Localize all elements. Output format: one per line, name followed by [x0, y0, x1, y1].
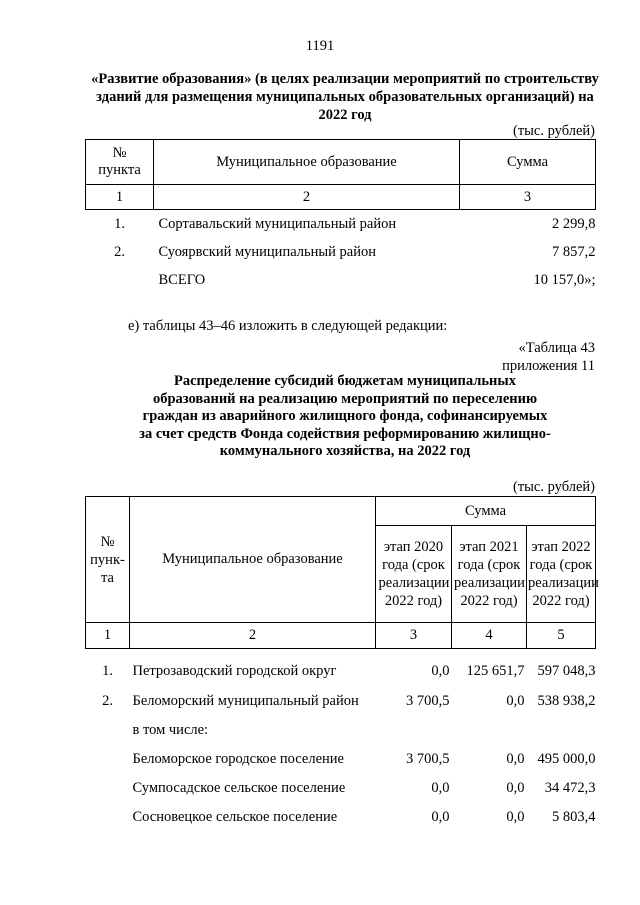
row-num: 1.: [114, 215, 125, 232]
row-v3: 597 048,3: [537, 662, 596, 679]
header-num: № пункта: [86, 140, 154, 185]
row-v3: 538 938,2: [537, 693, 596, 709]
row-v1: 0,0: [431, 780, 450, 796]
row-num: 2.: [102, 693, 113, 709]
row-name: в том числе:: [132, 722, 209, 738]
row-v3: 34 472,3: [544, 780, 596, 796]
row-v3: [527, 716, 596, 745]
table-reference: [380, 339, 595, 375]
row-num: 1.: [102, 662, 113, 679]
col-number: 4: [452, 623, 527, 649]
row-v2: 0,0: [506, 693, 525, 709]
row-num: [86, 774, 130, 803]
section2-heading: [80, 373, 610, 461]
row-v1: 3 700,5: [406, 693, 450, 709]
row-name: Петрозаводский городской округ: [132, 662, 337, 679]
row-v3: 5 803,4: [552, 809, 596, 825]
row-name: Беломорское городское поселение: [132, 751, 344, 767]
row-num: 2.: [114, 243, 125, 260]
table-row: [86, 803, 596, 832]
section2-units: (тыс. рублей): [513, 479, 595, 495]
col-number: 2: [130, 623, 376, 649]
row-v1: 0,0: [431, 662, 450, 679]
header-sum: Сумма: [460, 140, 596, 185]
row-num: [86, 716, 130, 745]
row-num: [86, 745, 130, 774]
section1-units: (тыс. рублей): [513, 123, 595, 139]
table-row: [86, 687, 596, 716]
row-name: Беломорский муниципальный район: [132, 693, 359, 709]
col-number: 1: [86, 623, 130, 649]
page-number: 1191: [305, 38, 335, 54]
header-num: № пунк-та: [86, 497, 130, 623]
header-mo: Муниципальное образование: [130, 497, 376, 623]
row-v2: 0,0: [506, 780, 525, 796]
row-num: [86, 803, 130, 832]
table-row: [86, 716, 596, 745]
col-number: 2: [154, 185, 460, 210]
row-sum: 10 157,0»;: [533, 271, 596, 288]
table-ref-line1: «Таблица 43: [518, 340, 595, 356]
table-row: [86, 210, 596, 239]
section1-table: [85, 139, 596, 294]
table-row: [86, 238, 596, 266]
row-name: Суоярвский муниципальный район: [158, 243, 376, 260]
row-v1: 0,0: [431, 809, 450, 825]
table-row: [86, 774, 596, 803]
section1-heading: «Развитие образования» (в целях реализации мероприятий по строительству зданий для размещения муниципальных образовательных организаций) на 2022 год: [91, 71, 599, 123]
table-row-total: [86, 266, 596, 294]
header-sum: Сумма: [376, 497, 596, 526]
row-sum: 7 857,2: [552, 243, 596, 260]
table-ref-line2: приложения 11: [502, 358, 595, 374]
row-v1: [376, 716, 452, 745]
row-sum: 2 299,8: [552, 215, 596, 232]
header-mo: Муниципальное образование: [154, 140, 460, 185]
row-v2: [452, 716, 527, 745]
row-v2: 125 651,7: [466, 662, 525, 679]
section2-table: [85, 496, 599, 832]
row-v1: 3 700,5: [406, 751, 450, 767]
col-number: 3: [376, 623, 452, 649]
col-number: 5: [527, 623, 596, 649]
section2-heading-text: Распределение субсидий бюджетам муниципальных образований на реализацию мероприятий по переселению граждан из аварийного жилищного фонда, софинансируемых за счет средств Фонда содействия реформированию жилищно-коммунального хозяйства, на 2022 год: [139, 373, 551, 459]
table-row: [86, 745, 596, 774]
row-v2: 0,0: [506, 809, 525, 825]
row-name: Сосновецкое сельское поселение: [132, 809, 338, 825]
header-stage-2022: этап 2022 года (срок реализации 2022 год): [527, 526, 596, 623]
table-row: [86, 649, 596, 688]
row-name: Сортавальский муниципальный район: [158, 215, 397, 232]
col-number: 1: [86, 185, 154, 210]
row-num: [86, 266, 154, 294]
amendment-paragraph: е) таблицы 43–46 изложить в следующей редакции:: [128, 318, 448, 334]
col-number: 3: [460, 185, 596, 210]
header-stage-2020: этап 2020 года (срок реализации 2022 год): [376, 526, 452, 623]
header-stage-2021: этап 2021 года (срок реализации 2022 год): [452, 526, 527, 623]
row-name: Сумпосадское сельское поселение: [132, 780, 346, 796]
row-name: ВСЕГО: [158, 271, 206, 288]
row-v3: 495 000,0: [537, 751, 596, 767]
row-v2: 0,0: [506, 751, 525, 767]
